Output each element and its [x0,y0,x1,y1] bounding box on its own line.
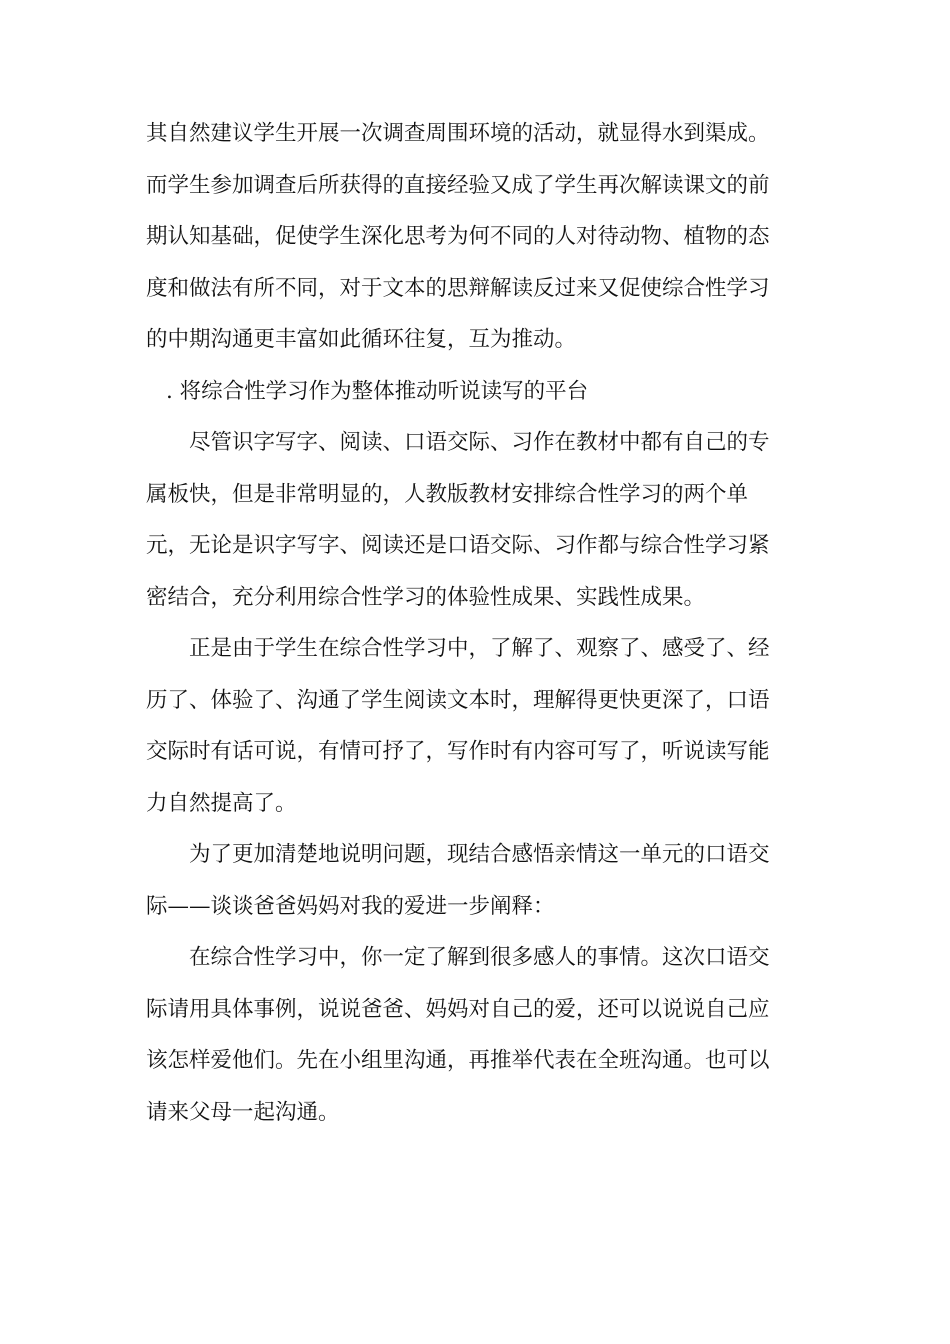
paragraph-continuation: 其自然建议学生开展一次调查周围环境的活动，就显得水到渠成。 而学生参加调查后所获得的直接经验又成了学生再次解读课文的前 期认知基础，促使学生深化思考为何不同的人对待动物、植物的态 度和做法有所不同，对于文本的思辩解读反过来又促使综合性学习 的中期沟通更丰富如此循环往复，互为推动。 [146,121,770,352]
paragraph-abilities: 正是由于学生在综合性学习中，了解了、观察了、感受了、经 历了、体验了、沟通了学生阅读文本时，理解得更快更深了，口语 交际时有话可说，有情可抒了，写作时有内容可写了，听说读写能 力自然提高了。 [146,636,770,816]
section-heading: . 将综合性学习作为整体推动听说读写的平台 [166,378,589,404]
paragraph-oral-task: 在综合性学习中，你一定了解到很多感人的事情。这次口语交 际请用具体事例，说说爸爸、妈妈对自己的爱，还可以说说自己应 该怎样爱他们。先在小组里沟通，再推举代表在全班沟通。也可以 请来父母一起沟通。 [146,945,770,1125]
body-text [146,108,806,1138]
paragraph-example-intro: 为了更加清楚地说明问题，现结合感悟亲情这一单元的口语交 际——谈谈爸爸妈妈对我的爱进一步阐释： [146,842,770,919]
paragraph-integration: 尽管识字写字、阅读、口语交际、习作在教材中都有自己的专 属板快，但是非常明显的，人教版教材安排综合性学习的两个单 元，无论是识字写字、阅读还是口语交际、习作都与综合性学习紧 密结合，充分利用综合性学习的体验性成果、实践性成果。 [146,430,770,610]
